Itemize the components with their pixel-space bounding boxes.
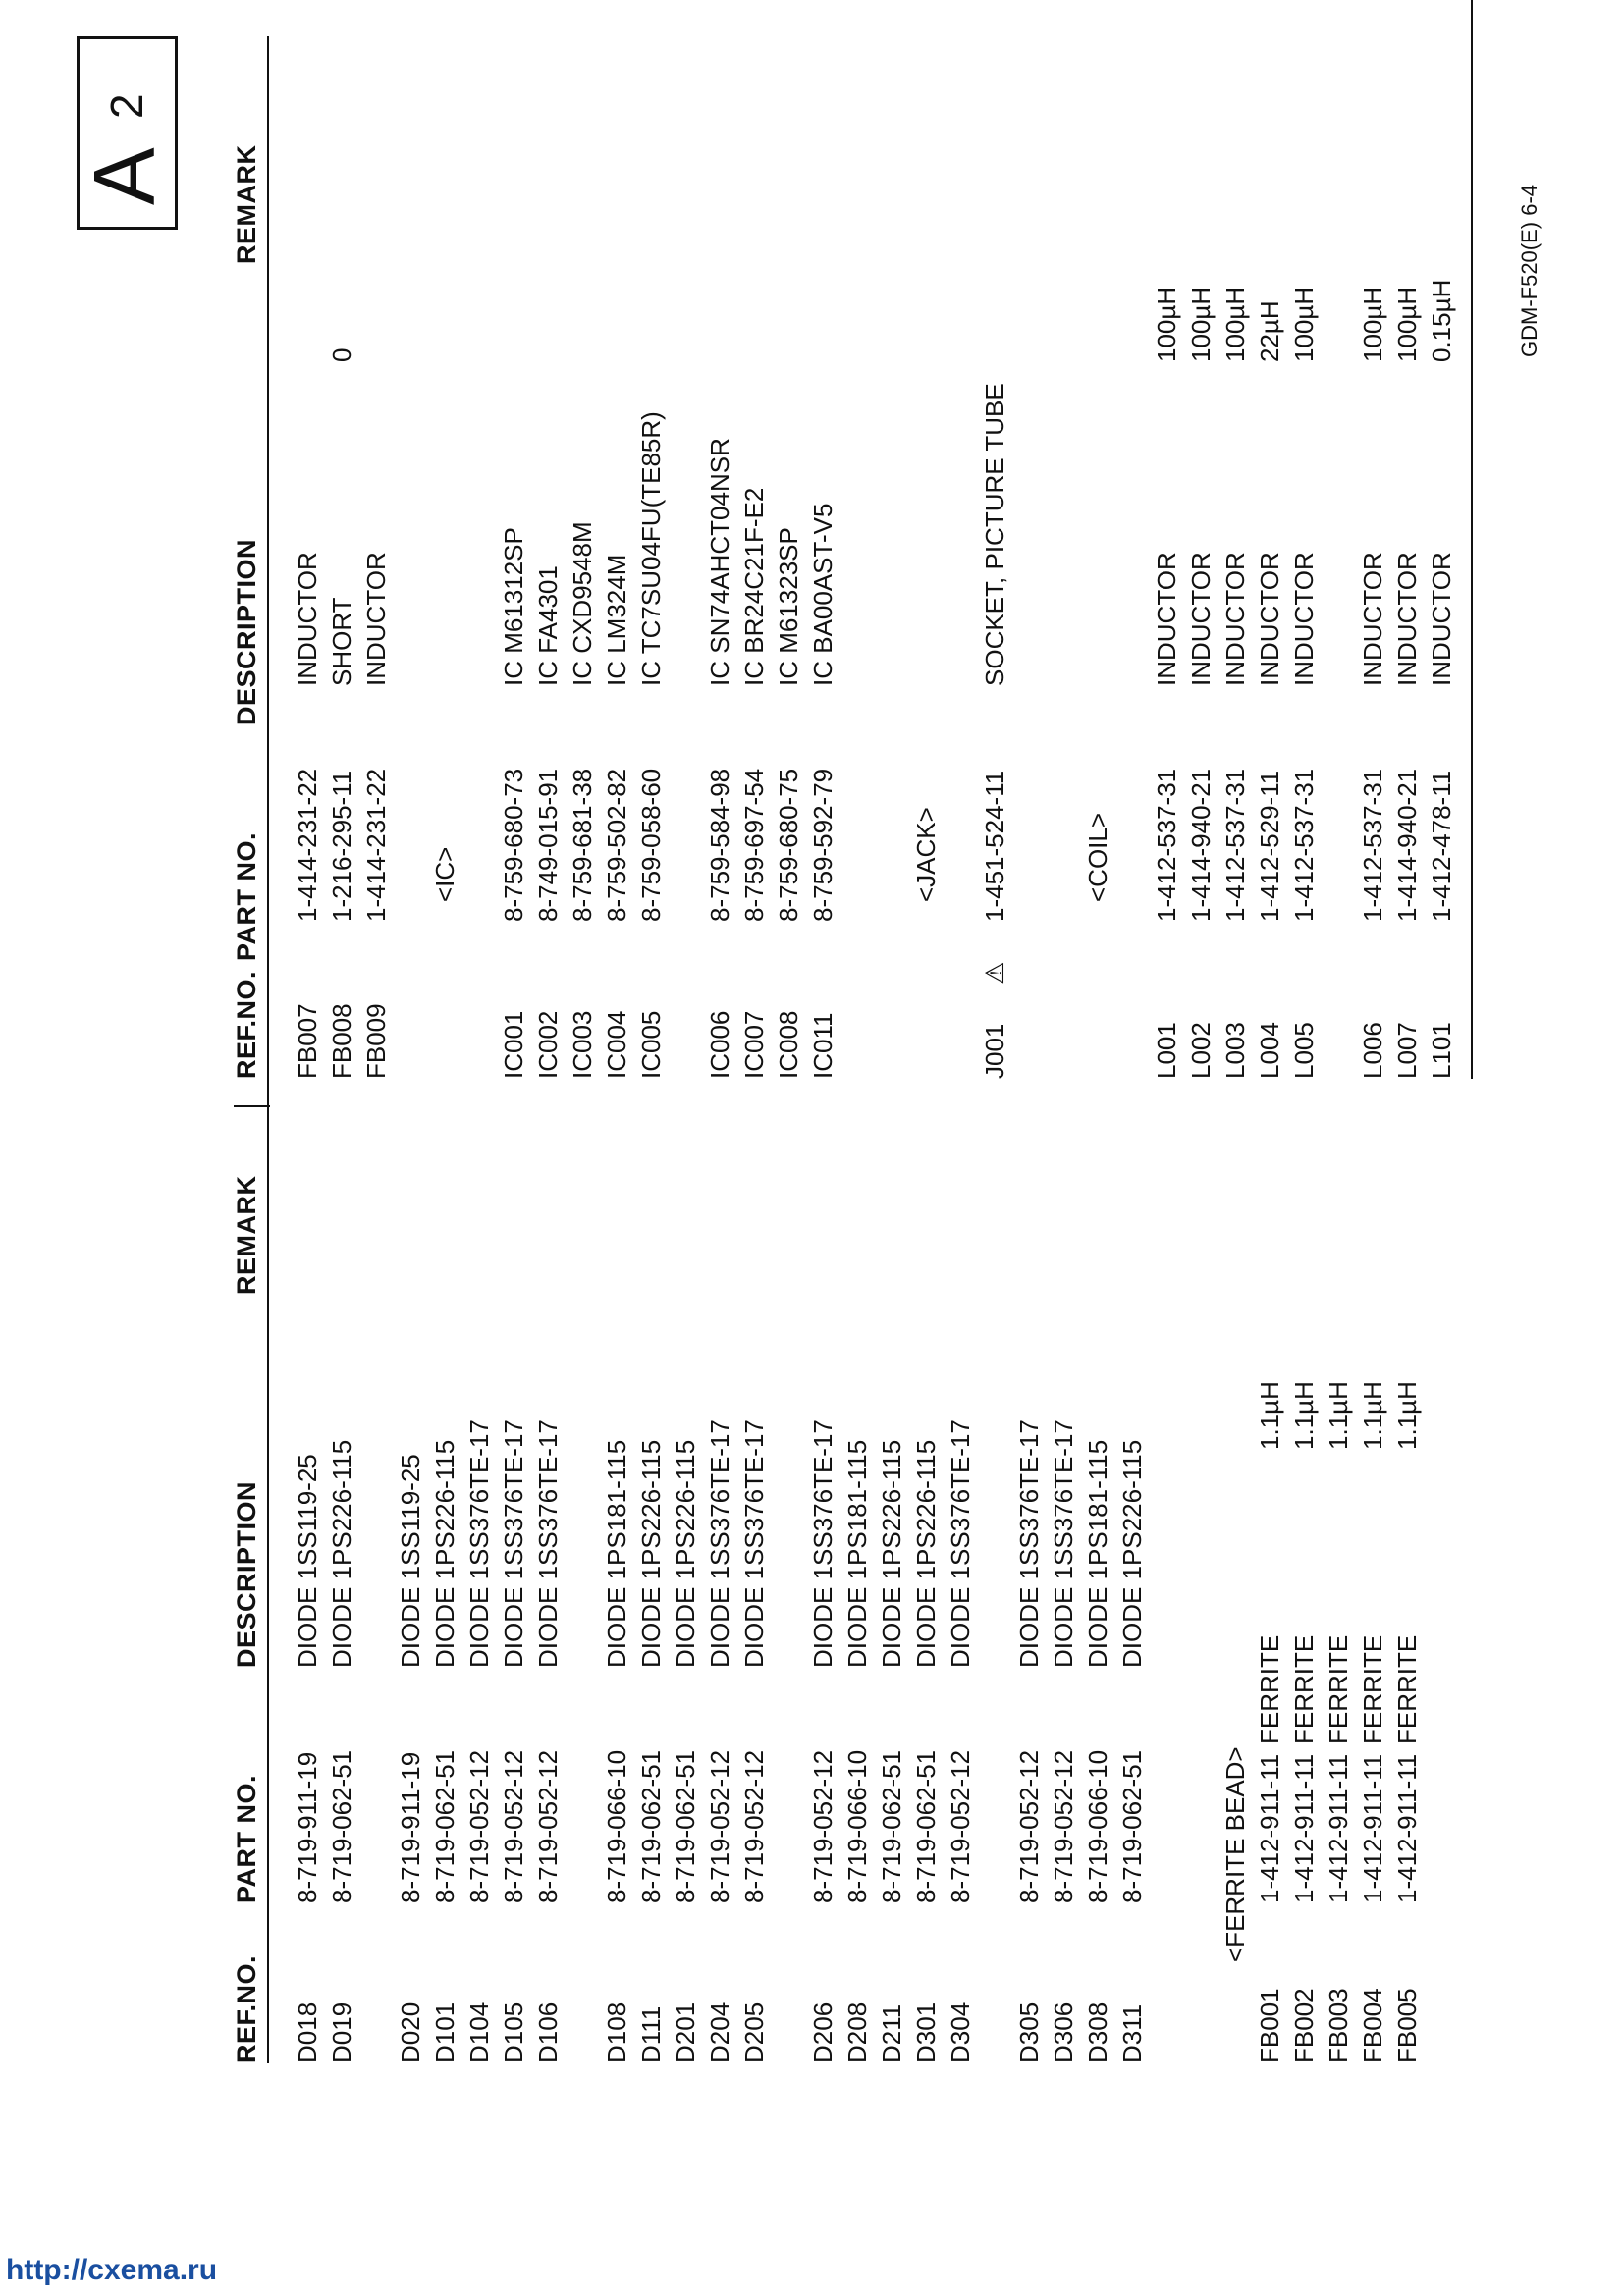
fb-row-desc: INDUCTOR bbox=[293, 552, 322, 686]
row-gap bbox=[772, 1988, 806, 2063]
ic-row-part: 8-759-592-79 bbox=[808, 768, 838, 922]
watermark-url[interactable]: http://cxema.ru bbox=[6, 2254, 218, 2286]
coil-row-part: 1-414-940-21 bbox=[1392, 768, 1422, 922]
row-gap bbox=[1150, 1988, 1184, 2063]
diode-row-desc: DIODE 1SS376TE-17 bbox=[1049, 1419, 1078, 1668]
diode-row-part: 8-719-052-12 bbox=[808, 1749, 838, 1903]
row-gap bbox=[1184, 1746, 1218, 1903]
row-gap bbox=[1218, 1988, 1253, 2063]
header-remark-right: REMARK bbox=[232, 144, 261, 264]
diode-row-desc: DIODE 1SS376TE-17 bbox=[739, 1419, 769, 1668]
ferrite-row-desc bbox=[1390, 1419, 1425, 1668]
ic-row-value bbox=[600, 280, 634, 362]
diode-row-ref: D211 bbox=[877, 2003, 906, 2063]
row-gap bbox=[1218, 1419, 1253, 1668]
coil-row-value: 100µH bbox=[1186, 286, 1216, 362]
row-gap bbox=[1150, 1746, 1184, 1903]
row-gap bbox=[1218, 1381, 1253, 1450]
row-gap bbox=[1322, 383, 1356, 686]
diode-row-value bbox=[531, 1381, 566, 1450]
row-gap bbox=[1012, 280, 1047, 362]
ic-row-desc: IC FA4301 bbox=[533, 565, 563, 686]
ic-row-ref: IC003 bbox=[568, 1010, 597, 1079]
ferrite-row-ref: FB004 bbox=[1358, 1988, 1387, 2063]
ic-row-ref: IC001 bbox=[499, 1010, 528, 1079]
coil-row-value: 100µH bbox=[1358, 286, 1387, 362]
diode-row-value bbox=[737, 1381, 772, 1450]
diode-row-ref: D104 bbox=[464, 2002, 494, 2063]
row-gap bbox=[669, 280, 703, 362]
row-gap bbox=[428, 383, 462, 686]
diode-row-part: 8-719-062-51 bbox=[327, 1749, 356, 1903]
diode-row-part: 8-719-052-12 bbox=[1049, 1749, 1078, 1903]
diode-row-value bbox=[1047, 1381, 1081, 1450]
coil-row-desc: INDUCTOR bbox=[1220, 552, 1250, 686]
right-part-column bbox=[291, 769, 1459, 922]
diode-row-ref: D105 bbox=[499, 2002, 528, 2063]
diode-row-value bbox=[600, 1381, 634, 1450]
diode-row-value bbox=[1115, 1381, 1150, 1450]
ic-row-ref: IC011 bbox=[808, 1012, 838, 1079]
row-gap bbox=[1184, 1419, 1218, 1668]
row-gap bbox=[1081, 280, 1115, 362]
diode-row-desc: DIODE 1PS181-115 bbox=[1083, 1439, 1112, 1668]
diode-row-ref: D306 bbox=[1049, 2002, 1078, 2063]
diode-row-desc: DIODE 1PS226-115 bbox=[671, 1439, 700, 1668]
left-value-column bbox=[291, 1381, 1425, 1450]
row-gap bbox=[462, 769, 497, 922]
ferrite-row-desc bbox=[1253, 1419, 1287, 1668]
diode-row-desc: DIODE 1PS226-115 bbox=[1117, 1439, 1147, 1668]
left-description-column bbox=[291, 1419, 1425, 1668]
jack-row-value bbox=[978, 280, 1012, 362]
diode-row-ref: D101 bbox=[430, 2002, 460, 2063]
row-gap bbox=[772, 1746, 806, 1903]
diode-row-part: 8-719-052-12 bbox=[499, 1749, 528, 1903]
diode-row-part: 8-719-062-51 bbox=[1117, 1749, 1147, 1903]
diode-row-part: 8-719-062-51 bbox=[636, 1749, 666, 1903]
coil-row-value: 100µH bbox=[1220, 286, 1250, 362]
row-gap bbox=[1012, 1003, 1047, 1079]
row-gap bbox=[1012, 383, 1047, 686]
right-description-column bbox=[291, 383, 1459, 686]
diode-row-desc: DIODE 1PS226-115 bbox=[877, 1439, 906, 1668]
row-gap bbox=[875, 280, 909, 362]
coil-row-ref: L006 bbox=[1358, 1022, 1387, 1079]
row-gap bbox=[978, 1381, 1012, 1450]
ferrite-row-value: 1.1µH bbox=[1358, 1381, 1387, 1450]
diode-row-value bbox=[291, 1381, 325, 1450]
ferrite-row-part: 1-412-911-11 FERRITE bbox=[1287, 1746, 1322, 1903]
diode-row-value bbox=[394, 1381, 428, 1450]
coil-row-part: 1-412-478-11 bbox=[1427, 770, 1456, 922]
diode-row-ref: D305 bbox=[1014, 2002, 1044, 2063]
coil-row-ref: L002 bbox=[1186, 1022, 1216, 1079]
coil-row-desc: INDUCTOR bbox=[1152, 552, 1181, 686]
diode-row-desc: DIODE 1PS226-115 bbox=[636, 1439, 666, 1668]
header-remark-left: REMARK bbox=[232, 1175, 261, 1295]
ic-row-part: 8-759-584-98 bbox=[705, 768, 734, 922]
coil-row-desc: INDUCTOR bbox=[1427, 552, 1456, 686]
row-gap bbox=[875, 383, 909, 686]
row-gap bbox=[840, 280, 875, 362]
ferrite-row-ref: FB001 bbox=[1255, 1988, 1284, 2063]
coil-row-desc: INDUCTOR bbox=[1186, 552, 1216, 686]
fb-row-part: 1-216-295-11 bbox=[327, 770, 356, 922]
diode-row-ref: D020 bbox=[396, 2002, 425, 2063]
ic-row-value bbox=[531, 280, 566, 362]
fb-row-desc: SHORT bbox=[327, 597, 356, 686]
diode-row-part: 8-719-066-10 bbox=[602, 1749, 631, 1903]
diode-row-value bbox=[325, 1381, 359, 1450]
left-part-column bbox=[291, 1634, 1425, 1962]
ferrite-row-desc bbox=[1356, 1419, 1390, 1668]
ferrite-row-desc bbox=[1322, 1419, 1356, 1668]
diode-row-value bbox=[1081, 1381, 1115, 1450]
row-gap bbox=[428, 280, 462, 362]
ic-row-part: 8-759-502-82 bbox=[602, 768, 631, 922]
ic-row-ref: IC002 bbox=[533, 1010, 563, 1079]
ic-row-desc: IC BR24C21F-E2 bbox=[739, 487, 769, 686]
row-gap bbox=[875, 1003, 909, 1079]
section-title-coil: <COIL> bbox=[1083, 812, 1112, 902]
diode-row-desc: DIODE 1SS376TE-17 bbox=[1014, 1419, 1044, 1668]
row-gap bbox=[1150, 1419, 1184, 1668]
row-gap bbox=[394, 1003, 428, 1079]
diode-row-ref: D308 bbox=[1083, 2002, 1112, 2063]
diode-row-ref: D108 bbox=[602, 2002, 631, 2063]
header-divider bbox=[234, 1105, 270, 1107]
row-gap bbox=[944, 280, 978, 362]
diode-row-part: 8-719-052-12 bbox=[946, 1749, 975, 1903]
diode-row-ref: D201 bbox=[671, 2002, 700, 2063]
diode-row-value bbox=[875, 1381, 909, 1450]
diode-row-desc: DIODE 1SS376TE-17 bbox=[533, 1419, 563, 1668]
diode-row-value bbox=[806, 1381, 840, 1450]
row-gap bbox=[566, 1988, 600, 2063]
fb-row-value bbox=[291, 280, 325, 362]
section-title-ic: <IC> bbox=[430, 846, 460, 902]
diode-row-desc: DIODE 1SS119-25 bbox=[293, 1454, 322, 1668]
row-gap bbox=[909, 280, 944, 362]
coil-row-ref: L001 bbox=[1152, 1022, 1181, 1079]
row-gap bbox=[394, 769, 428, 922]
row-gap bbox=[978, 1746, 1012, 1903]
row-gap bbox=[359, 1419, 394, 1668]
row-gap bbox=[359, 1381, 394, 1450]
header-ref-no-left: REF.NO. bbox=[232, 1954, 261, 2063]
diode-row-part: 8-719-062-51 bbox=[911, 1749, 941, 1903]
coil-row-value: 100µH bbox=[1289, 286, 1319, 362]
row-gap bbox=[428, 1003, 462, 1079]
diode-row-desc: DIODE 1SS376TE-17 bbox=[499, 1419, 528, 1668]
diode-row-value bbox=[944, 1381, 978, 1450]
diode-row-ref: D204 bbox=[705, 2002, 734, 2063]
diode-row-part: 8-719-052-12 bbox=[739, 1749, 769, 1903]
header-ref-no-right: REF.NO. bbox=[232, 970, 261, 1079]
ferrite-row-part: 1-412-911-11 FERRITE bbox=[1356, 1746, 1390, 1903]
jack-row-part: 1-451-524-11 bbox=[980, 770, 1009, 922]
row-gap bbox=[840, 769, 875, 922]
diode-row-ref: D018 bbox=[293, 2002, 322, 2063]
coil-row-part: 1-414-940-21 bbox=[1186, 768, 1216, 922]
jack-row-ref: J001 ⚠ bbox=[978, 1003, 1012, 1079]
row-gap bbox=[1047, 1003, 1081, 1079]
ic-row-desc: IC M61323SP bbox=[774, 527, 803, 686]
header-rule bbox=[267, 36, 269, 2063]
row-gap bbox=[1081, 1003, 1115, 1079]
row-gap bbox=[978, 1988, 1012, 2063]
row-gap bbox=[669, 1003, 703, 1079]
ferrite-row-ref: FB003 bbox=[1324, 1988, 1353, 2063]
row-gap bbox=[359, 1988, 394, 2063]
ic-row-value bbox=[703, 280, 737, 362]
header-description-left: DESCRIPTION bbox=[232, 1480, 261, 1668]
diode-row-desc: DIODE 1PS181-115 bbox=[602, 1439, 631, 1668]
ic-row-ref: IC005 bbox=[636, 1010, 666, 1079]
ic-row-part: 8-759-697-54 bbox=[739, 768, 769, 922]
diode-row-part: 8-719-066-10 bbox=[1083, 1749, 1112, 1903]
row-gap bbox=[978, 1419, 1012, 1668]
coil-row-value: 0.15µH bbox=[1427, 279, 1456, 362]
diode-row-ref: D111 bbox=[636, 2005, 666, 2063]
ic-row-value bbox=[634, 280, 669, 362]
right-value-column bbox=[291, 280, 1459, 362]
row-gap bbox=[394, 383, 428, 686]
row-gap bbox=[669, 769, 703, 922]
ic-row-ref: IC007 bbox=[739, 1010, 769, 1079]
diode-row-part: 8-719-052-12 bbox=[533, 1749, 563, 1903]
row-gap bbox=[1184, 1988, 1218, 2063]
diode-row-value bbox=[634, 1381, 669, 1450]
ferrite-row-value: 1.1µH bbox=[1289, 1381, 1319, 1450]
coil-row-ref: L007 bbox=[1392, 1022, 1422, 1079]
row-gap bbox=[1081, 383, 1115, 686]
fb-row-ref: FB008 bbox=[327, 1003, 356, 1079]
ic-row-value bbox=[806, 280, 840, 362]
diode-row-value bbox=[669, 1381, 703, 1450]
row-gap bbox=[944, 769, 978, 922]
diode-row-ref: D205 bbox=[739, 2002, 769, 2063]
row-gap bbox=[566, 1746, 600, 1903]
ic-row-value bbox=[772, 280, 806, 362]
diode-row-ref: D206 bbox=[808, 2002, 838, 2063]
right-ref-column bbox=[291, 961, 1459, 1079]
diode-row-value bbox=[703, 1381, 737, 1450]
row-gap bbox=[394, 280, 428, 362]
fb-row-value bbox=[359, 280, 394, 362]
header-description-right: DESCRIPTION bbox=[232, 538, 261, 725]
diode-row-desc: DIODE 1SS119-25 bbox=[396, 1454, 425, 1668]
row-gap bbox=[1047, 769, 1081, 922]
bottom-rule bbox=[1471, 0, 1473, 1079]
ic-row-part: 8-759-058-60 bbox=[636, 768, 666, 922]
jack-row-desc: SOCKET, PICTURE TUBE bbox=[980, 383, 1009, 686]
diode-row-part: 8-719-911-19 bbox=[293, 1751, 322, 1903]
row-gap bbox=[669, 383, 703, 686]
diode-row-part: 8-719-052-12 bbox=[1014, 1749, 1044, 1903]
diode-row-ref: D304 bbox=[946, 2002, 975, 2063]
coil-row-part: 1-412-529-11 bbox=[1255, 770, 1284, 922]
diode-row-desc: DIODE 1PS226-115 bbox=[327, 1439, 356, 1668]
diode-row-part: 8-719-066-10 bbox=[842, 1749, 872, 1903]
row-gap bbox=[462, 383, 497, 686]
diode-row-part: 8-719-062-51 bbox=[430, 1749, 460, 1903]
diode-row-part: 8-719-052-12 bbox=[464, 1749, 494, 1903]
fb-row-value: 0 bbox=[327, 347, 356, 362]
row-gap bbox=[840, 383, 875, 686]
ic-row-ref: IC006 bbox=[705, 1010, 734, 1079]
ferrite-row-part: 1-412-911-11 FERRITE bbox=[1253, 1746, 1287, 1903]
diode-row-value bbox=[909, 1381, 944, 1450]
diode-row-part: 8-719-052-12 bbox=[705, 1749, 734, 1903]
coil-row-value: 100µH bbox=[1152, 286, 1181, 362]
coil-row-part: 1-412-537-31 bbox=[1152, 768, 1181, 922]
fb-row-part: 1-414-231-22 bbox=[293, 768, 322, 922]
ic-row-ref: IC008 bbox=[774, 1010, 803, 1079]
row-gap bbox=[1047, 383, 1081, 686]
ic-row-desc: IC CXD9548M bbox=[568, 521, 597, 686]
coil-row-part: 1-412-537-31 bbox=[1220, 768, 1250, 922]
ferrite-desc: FERRITE bbox=[1392, 1634, 1422, 1744]
header-part-no-left: PART NO. bbox=[232, 1775, 261, 1903]
diode-row-desc: DIODE 1PS226-115 bbox=[911, 1439, 941, 1668]
ferrite-row-part: 1-412-911-11 FERRITE bbox=[1322, 1746, 1356, 1903]
diode-row-desc: DIODE 1SS376TE-17 bbox=[464, 1419, 494, 1668]
coil-row-part: 1-412-537-31 bbox=[1289, 768, 1319, 922]
ic-row-desc: IC M61312SP bbox=[499, 527, 528, 686]
diode-row-desc: DIODE 1SS376TE-17 bbox=[705, 1419, 734, 1668]
safety-warning-icon: ⚠ bbox=[980, 961, 1009, 985]
row-gap bbox=[772, 1419, 806, 1668]
row-gap bbox=[1115, 280, 1150, 362]
fb-row-ref: FB007 bbox=[293, 1003, 322, 1079]
diode-row-ref: D208 bbox=[842, 2002, 872, 2063]
ic-row-part: 8-759-680-73 bbox=[499, 768, 528, 922]
ferrite-row-desc bbox=[1287, 1419, 1322, 1668]
row-gap bbox=[1115, 383, 1150, 686]
ferrite-row-ref: FB002 bbox=[1289, 1988, 1319, 2063]
row-gap bbox=[566, 1381, 600, 1450]
coil-row-desc: INDUCTOR bbox=[1255, 552, 1284, 686]
fb-row-desc: INDUCTOR bbox=[361, 552, 391, 686]
badge-letter: A bbox=[76, 147, 173, 205]
ferrite-desc: FERRITE bbox=[1255, 1634, 1284, 1744]
row-gap bbox=[1322, 769, 1356, 922]
diode-row-part: 8-719-062-51 bbox=[877, 1749, 906, 1903]
row-gap bbox=[909, 383, 944, 686]
row-gap bbox=[1184, 1381, 1218, 1450]
diode-row-desc: DIODE 1SS376TE-17 bbox=[808, 1419, 838, 1668]
coil-row-value: 100µH bbox=[1392, 286, 1422, 362]
ferrite-desc: FERRITE bbox=[1324, 1634, 1353, 1744]
coil-row-part: 1-412-537-31 bbox=[1358, 768, 1387, 922]
row-gap bbox=[772, 1381, 806, 1450]
ferrite-row-part: 1-412-911-11 FERRITE bbox=[1390, 1746, 1425, 1903]
ic-row-desc: IC BA00AST-V5 bbox=[808, 503, 838, 686]
ferrite-row-value: 1.1µH bbox=[1392, 1381, 1422, 1450]
row-gap bbox=[1115, 1003, 1150, 1079]
ic-row-part: 8-759-680-75 bbox=[774, 768, 803, 922]
section-title-ferrite-bead: <FERRITE BEAD> bbox=[1220, 1746, 1250, 1962]
coil-row-desc: INDUCTOR bbox=[1358, 552, 1387, 686]
row-gap bbox=[462, 280, 497, 362]
diode-row-value bbox=[497, 1381, 531, 1450]
ferrite-row-ref: FB005 bbox=[1392, 1988, 1422, 2063]
ic-row-ref: IC004 bbox=[602, 1010, 631, 1079]
row-gap bbox=[944, 1003, 978, 1079]
diode-row-value bbox=[428, 1381, 462, 1450]
fb-row-part: 1-414-231-22 bbox=[361, 768, 391, 922]
page-badge bbox=[77, 36, 178, 230]
ic-row-desc: IC LM324M bbox=[602, 554, 631, 686]
coil-row-desc: INDUCTOR bbox=[1392, 552, 1422, 686]
diode-row-value bbox=[1012, 1381, 1047, 1450]
ferrite-desc: FERRITE bbox=[1358, 1634, 1387, 1744]
diode-row-ref: D019 bbox=[327, 2002, 356, 2063]
ferrite-row-value: 1.1µH bbox=[1324, 1381, 1353, 1450]
row-gap bbox=[566, 1419, 600, 1668]
ic-row-value bbox=[497, 280, 531, 362]
coil-row-ref: L101 bbox=[1427, 1022, 1456, 1079]
ic-row-desc: IC SN74AHCT04NSR bbox=[705, 438, 734, 686]
row-gap bbox=[1012, 769, 1047, 922]
diode-row-part: 8-719-911-19 bbox=[396, 1751, 425, 1903]
row-gap bbox=[944, 383, 978, 686]
ic-row-part: 8-759-681-38 bbox=[568, 768, 597, 922]
row-gap bbox=[462, 1003, 497, 1079]
row-gap bbox=[1150, 1381, 1184, 1450]
row-gap bbox=[909, 1003, 944, 1079]
fb-row-ref: FB009 bbox=[361, 1003, 391, 1079]
badge-number: 2 bbox=[101, 93, 152, 119]
ic-row-part: 8-749-015-91 bbox=[533, 768, 563, 922]
coil-row-ref: L004 bbox=[1255, 1022, 1284, 1079]
model-page-number: GDM-F520(E) 6-4 bbox=[1517, 184, 1542, 357]
row-gap bbox=[1322, 1003, 1356, 1079]
diode-row-desc: DIODE 1PS226-115 bbox=[430, 1439, 460, 1668]
row-gap bbox=[875, 769, 909, 922]
diode-row-ref: D106 bbox=[533, 2002, 563, 2063]
ic-row-value bbox=[737, 280, 772, 362]
coil-row-ref: L005 bbox=[1289, 1022, 1319, 1079]
diode-row-ref: D301 bbox=[911, 2002, 941, 2063]
row-gap bbox=[840, 1003, 875, 1079]
ferrite-desc: FERRITE bbox=[1289, 1634, 1319, 1744]
diode-row-part: 8-719-062-51 bbox=[671, 1749, 700, 1903]
diode-row-value bbox=[840, 1381, 875, 1450]
diode-row-desc: DIODE 1SS376TE-17 bbox=[946, 1419, 975, 1668]
left-ref-column bbox=[291, 1988, 1425, 2063]
coil-row-desc: INDUCTOR bbox=[1289, 552, 1319, 686]
diode-row-desc: DIODE 1PS181-115 bbox=[842, 1439, 872, 1668]
row-gap bbox=[1047, 280, 1081, 362]
row-gap bbox=[359, 1746, 394, 1903]
ferrite-row-value: 1.1µH bbox=[1255, 1381, 1284, 1450]
coil-row-value: 22µH bbox=[1255, 300, 1284, 362]
ic-row-desc: IC TC7SU04FU(TE85R) bbox=[636, 411, 666, 686]
header-part-no-right: PART NO. bbox=[232, 832, 261, 961]
diode-row-value bbox=[462, 1381, 497, 1450]
row-gap bbox=[1115, 769, 1150, 922]
diode-row-ref: D311 bbox=[1117, 2003, 1147, 2063]
ic-row-value bbox=[566, 280, 600, 362]
coil-row-ref: L003 bbox=[1220, 1022, 1250, 1079]
section-title-jack: <JACK> bbox=[911, 807, 941, 902]
row-gap bbox=[1322, 280, 1356, 362]
